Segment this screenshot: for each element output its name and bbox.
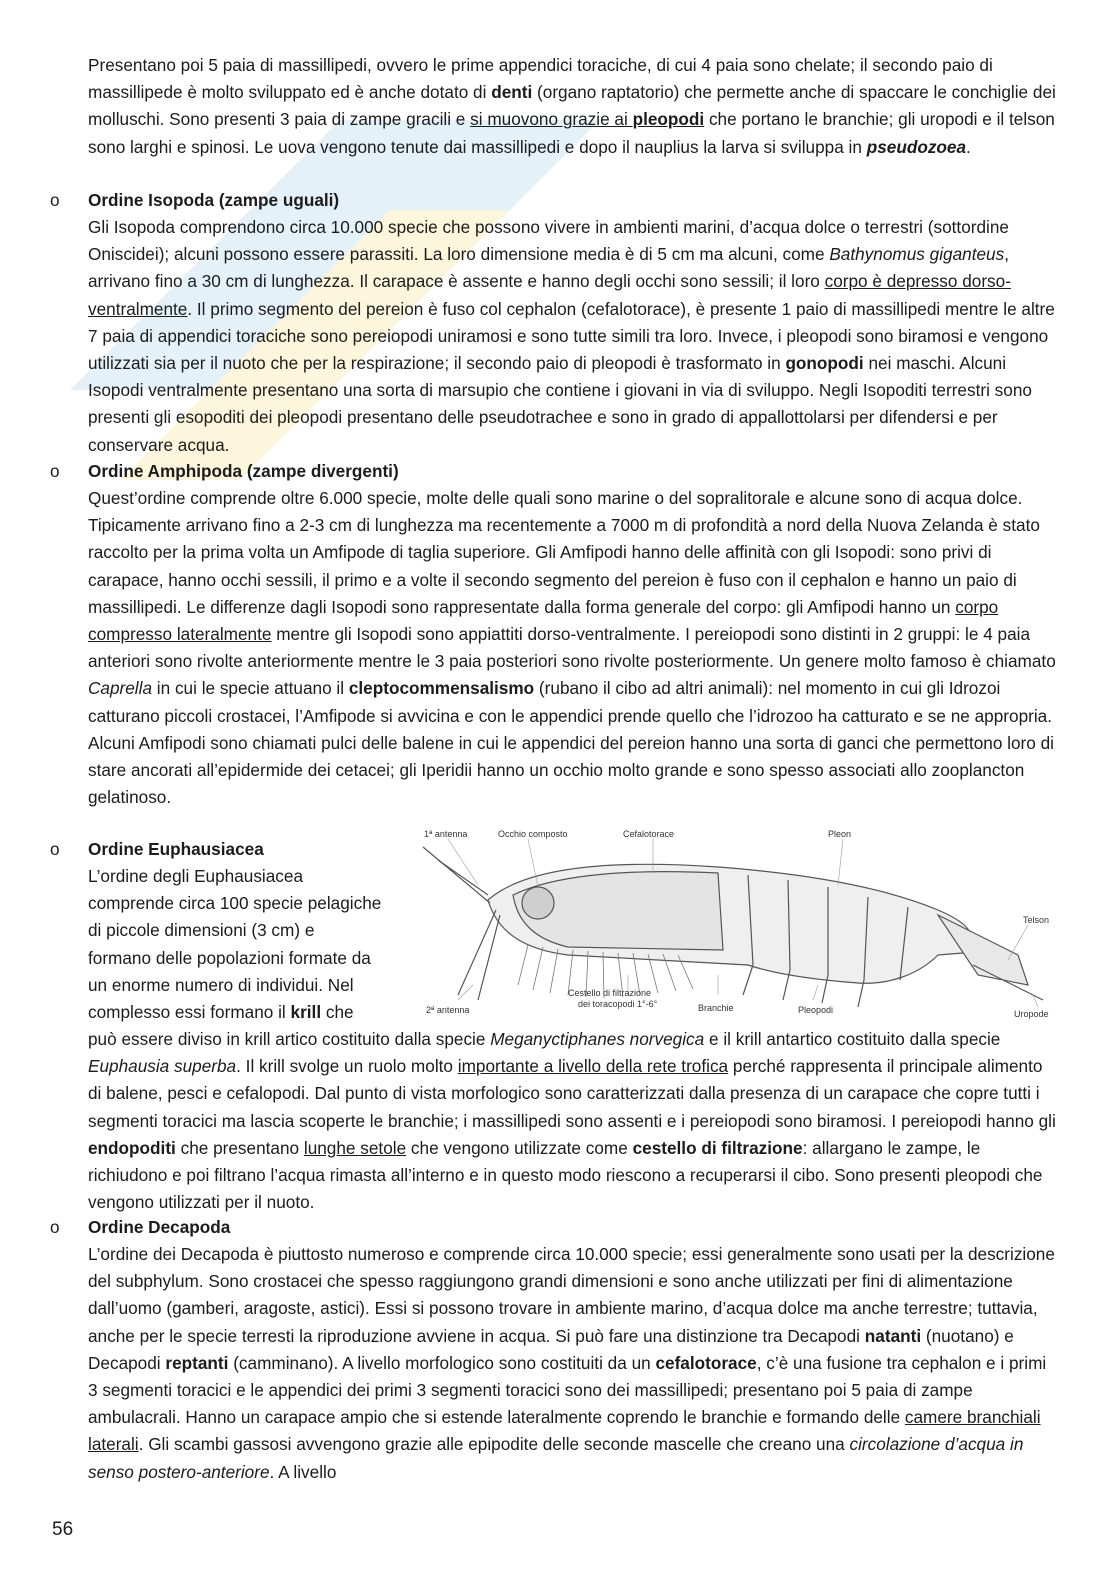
list-bullet: o (50, 190, 60, 210)
text-line: un enorme numero di individui. Nel (88, 974, 354, 995)
list-bullet: o (50, 839, 60, 859)
text-line: di piccole dimensioni (3 cm) e (88, 920, 315, 941)
decapoda-heading: Ordine Decapoda (88, 1217, 231, 1237)
amphipoda-paragraph: Quest’ordine comprende oltre 6.000 specie, molte delle quali sono marine o del sopralitorale e alcune sono di acqua dolce. Tipicamente arrivano fino a 2-3 cm di lunghezza ma recentemente a 7000 m di profondità a nord della Nuova Zelanda è stato raccolto per la prima volta un Amfipode di taglia superiore. Gli Amfipodi hanno delle affinità con gli Isopodi: sono privi di carapace, hanno occhi sessili, il primo e a volte il secondo segmento del pereion è fuso con il cephalon e hanno un paio di massillipedi. Le differenze dagli Isopodi sono rappresentate dalla forma generale del corpo: gli Amfipodi hanno un corpo compresso lateralmente mentre gli Isopodi sono appiattiti dorso-ventralmente. I pereiopodi sono distinti in 2 gruppi: le 4 paia anteriori sono rivolte anteriormente mentre le 3 paia posteriori sono rivolte posteriormente. Un genere molto famoso è chiamato Caprella in cui le specie attuano il cleptocommensalismo (rubano il cibo ad altri animali): nel momento in cui gli Idrozoi catturano piccoli crostacei, l’Amfipode si avvicina e con le appendici prende quello che l’idrozoo ha catturato e se ne appropria. Alcuni Amfipodi sono chiamati pulci delle balene in cui le appendici del pereion hanno una sorta di ganci che permettono loro di stare ancorati all’epidermide dei cetacei; gli Iperidii hanno un occhio molto grande e sono spesso associati allo zooplancton gelatinoso. (88, 488, 1056, 808)
label-telson: Telson (1023, 915, 1050, 925)
label-first-antenna: 1ª antenna (424, 829, 468, 839)
euphausiacea-heading: Ordine Euphausiacea (88, 839, 264, 859)
amphipoda-heading: Ordine Amphipoda (zampe divergenti) (88, 461, 399, 481)
list-bullet: o (50, 1217, 60, 1237)
text-line: complesso essi formano il krill che (88, 1002, 354, 1023)
continued-paragraph: Presentano poi 5 paia di massillipedi, ovvero le prime appendici toraciche, di cui 4 paia sono chelate; il secondo paio di massillipede è molto sviluppato ed è anche dotato di denti (organo raptatorio) che permette anche di spaccare le conchiglie dei molluschi. Sono presenti 3 paia di zampe gracili e si muovono grazie ai pleopodi che portano le branchie; gli uropodi e il telson sono larghi e spinosi. Le uova vengono tenute dai massillipedi e dopo il nauplius la larva si sviluppa in pseudozoea. (88, 55, 1056, 157)
page-number: 56 (52, 1519, 74, 1540)
label-gills: Branchie (698, 1003, 734, 1013)
isopoda-paragraph: Gli Isopoda comprendono circa 10.000 specie che possono vivere in ambienti marini, d’acqua dolce o terrestri (sottordine Oniscidei); alcuni possono essere parassiti. La loro dimensione media è di 5 cm ma alcuni, come Bathynomus giganteus, arrivano fino a 30 cm di lunghezza. Il carapace è assente e hanno degli occhi sono sessili; il loro corpo è depresso dorso-ventralmente. Il primo segmento del pereion è fuso col cephalon (cefalotorace), è presente 1 paio di massillipedi mentre le altre 7 paia di appendici toraciche sono pereiopodi uniramosi e sono tutte simili tra loro. Invece, i pleopodi sono biramosi e vengono utilizzati sia per il nuoto che per la respirazione; il secondo paio di pleopodi è trasformato in gonopodi nei maschi. Alcuni Isopodi ventralmente presentano una sorta di marsupio che contiene i giovani in via di sviluppo. Negli Isopoditi terrestri sono presenti gli esopoditi dei pleopodi presentano delle pseudotrachee e sono in grado di appallottolarsi per difendersi e per conservare acqua. (88, 217, 1055, 455)
label-uropods: Uropode (1014, 1009, 1049, 1019)
decapoda-paragraph: L’ordine dei Decapoda è piuttosto numeroso e comprende circa 10.000 specie; essi generalmente sono usati per la descrizione del subphylum. Sono crostacei che spesso raggiungono grandi dimensioni e sono anche utilizzati per fini di alimentazione dall’uomo (gamberi, aragoste, astici). Essi si possono trovare in ambiente marino, d’acqua dolce ma anche terrestre; tuttavia, anche per le specie terresti la riproduzione avviene in acqua. Si può fare una distinzione tra Decapodi natanti (nuotano) e Decapodi reptanti (camminano). A livello morfologico sono costituiti da un cefalotorace, c’è una fusione tra cephalon e i primi 3 segmenti toracici e le appendici dei primi 3 segmenti toracici sono dei massillipedi; presentano poi 5 paia di zampe ambulacrali. Hanno un carapace ampio che si estende lateralmente coprendo le branchie e formando delle camere branchiali laterali. Gli scambi gassosi avvengono grazie alle epipodite delle seconde mascelle che creano una circolazione d’acqua in senso postero-anteriore. A livello (88, 1244, 1055, 1482)
label-pleon: Pleon (828, 829, 852, 839)
label-cephalothorax: Cefalotorace (623, 829, 675, 839)
krill-anatomy-figure (418, 825, 1058, 1025)
euphausiacea-paragraph: può essere diviso in krill artico costituito dalla specie Meganyctiphanes norvegica e il krill antartico costituito dalla specie Euphausia superba. Il krill svolge un ruolo molto importante a livello della rete trofica perché rappresenta il principale alimento di balene, pesci e cefalopodi. Dal punto di vista morfologico sono caratterizzati dalla presenza di un carapace che copre tutti i segmenti toracici ma lascia scoperte le branchie; i massillipedi sono assenti e i pereiopodi sono biramosi. I pereiopodi hanno gli endopoditi che presentano lunghe setole che vengono utilizzate come cestello di filtrazione: allargano le zampe, le richiudono e poi filtrano l’acqua rimasta all’interno e in questo modo riescono a recuperarsi il cibo. Sono presenti pleopodi che vengono utilizzati per il nuoto. (88, 1029, 1056, 1213)
label-second-antenna: 2ª antenna (426, 1005, 470, 1015)
label-pleopods: Pleopodi (798, 1005, 834, 1015)
label-filter-basket-sub: dei toracopodi 1°-6° (578, 999, 658, 1009)
label-filter-basket: Cestello di filtrazione (568, 988, 652, 998)
list-bullet: o (50, 461, 60, 481)
text-line: comprende circa 100 specie pelagiche (88, 893, 382, 914)
isopoda-heading: Ordine Isopoda (zampe uguali) (88, 190, 340, 210)
euphausiacea-narrow-text (88, 863, 408, 1026)
krill-illustration (418, 825, 1058, 1025)
text-line: L’ordine degli Euphausiacea (88, 866, 304, 886)
text-line: formano delle popolazioni formate da (88, 947, 371, 968)
label-compound-eye: Occhio composto (498, 829, 568, 839)
